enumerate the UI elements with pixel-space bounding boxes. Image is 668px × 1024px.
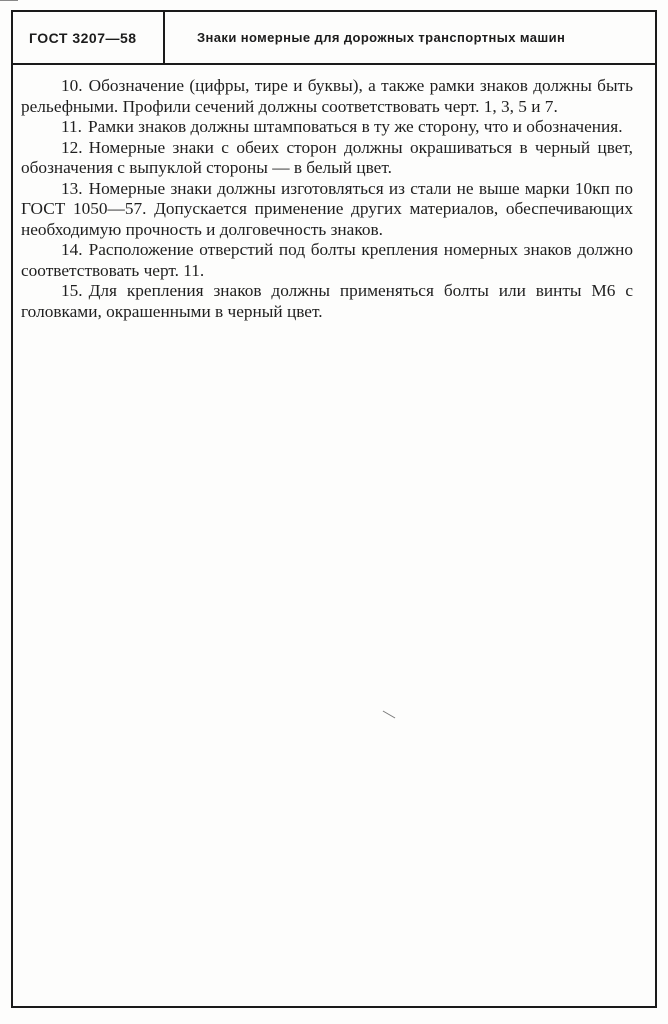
paragraph-15 xyxy=(21,281,633,322)
paragraph-13 xyxy=(21,179,633,241)
paragraph-text: Номерные знаки с обеих сторон должны окрашиваться в черный цвет, обозначения с выпуклой стороны — в белый цвет. xyxy=(21,137,633,177)
paragraph-11 xyxy=(21,117,633,138)
document-body xyxy=(21,76,633,322)
paragraph-text: Номерные знаки должны изготовляться из стали не выше марки 10кп по ГОСТ 1050—57. Допускается применение других материалов, обеспечивающих необходимую прочность и долговечность знаков. xyxy=(21,178,633,239)
paragraph-text: Обозначение (цифры, тире и буквы), а также рамки знаков должны быть рельефными. Профили сечений должны соответствовать черт. 1, 3, 5 и 7. xyxy=(21,76,633,116)
paragraph-text: Рамки знаков должны штамповаться в ту же сторону, что и обозначения. xyxy=(87,117,623,136)
paragraph-number: 10. xyxy=(61,76,83,95)
paragraph-number: 11. xyxy=(61,117,82,136)
standard-title: Знаки номерные для дорожных транспортных машин xyxy=(197,30,566,45)
paragraph-number: 14. xyxy=(61,240,83,259)
paragraph-12 xyxy=(21,138,633,179)
paragraph-number: 15. xyxy=(61,281,83,300)
paragraph-text: Для крепления знаков должны применяться болты или винты М6 с головками, окрашенными в черный цвет. xyxy=(21,281,633,321)
page-header xyxy=(13,12,655,65)
standard-code: ГОСТ 3207—58 xyxy=(13,12,165,63)
paragraph-14 xyxy=(21,240,633,281)
paragraph-text: Расположение отверстий под болты крепления номерных знаков должно соответствовать черт. 11. xyxy=(21,240,633,280)
paragraph-number: 13. xyxy=(61,178,83,198)
corner-mark xyxy=(0,0,18,7)
paragraph-10 xyxy=(21,76,633,117)
paragraph-number: 12. xyxy=(61,137,83,157)
